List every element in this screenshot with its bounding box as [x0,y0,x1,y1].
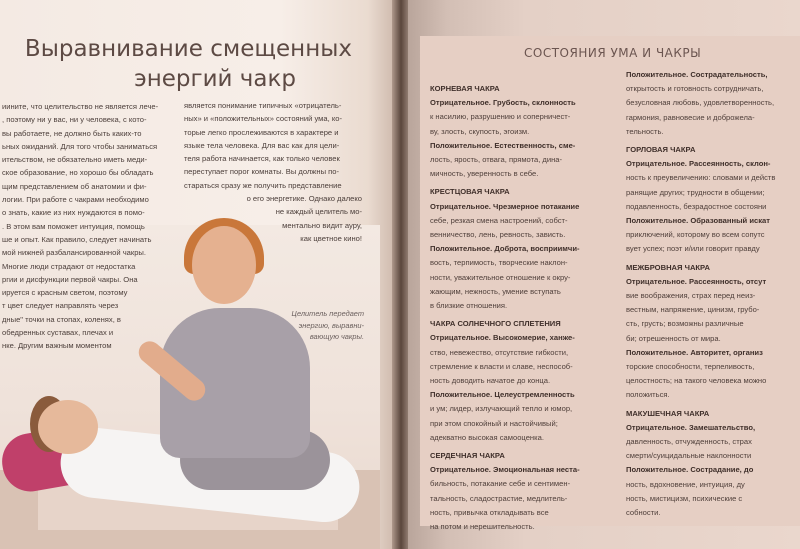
text-line: мичность, уверенность в себе. [430,169,539,179]
text-line: является понимание типичных «отрицатель- [184,101,342,110]
text-line: жающим, нежность, умение вступать [430,286,561,296]
text-line: подавленность, безрадостное состояни [626,201,767,211]
text-line: о знать, какие из них нуждаются в помо- [2,208,145,218]
caption-line: Целитель передает [291,309,364,318]
text-line: целостность; на такого человека можно [626,376,767,386]
text-line: и ум; лидер, излучающий тепло и юмор, [430,404,573,414]
title-line-2: энергий чакр [134,66,296,92]
text-line: ность к преувеличению: словами и действ [626,173,776,183]
text-line: не каждый целитель мо- [275,207,362,217]
caption-line: энергию, выравни- [298,320,364,330]
text-line: нке. Другим важным моментом [2,341,112,351]
text-line: ность, мистицизм, психические с [626,493,743,503]
text-line: переступает порог комнаты. Вы должны по- [184,167,340,177]
text-line: Отрицательное. Грубость, склонность [430,98,576,108]
text-line: Положительное. Авторитет, организ [626,347,763,357]
text-line: ранящие других; трудности в общении; [626,187,765,197]
text-line: ское образование, но хорошо бы обладать [2,168,154,178]
text-line: Многие люди страдают от недостатка [2,261,136,271]
text-line: бильность, потакание себе и сентимен- [430,479,571,489]
text-line: ность доводить начатое до конца. [430,376,551,386]
text-line: торые легко прослеживаются в характере и [184,127,339,137]
text-line: торские способности, терпеливость, [626,362,755,372]
title-line-1: Выравнивание смещенных [24,36,352,62]
text-line: ных» и «положительных» состояний ума, ко- [184,114,342,124]
text-line: тельность. [626,126,664,136]
panel-title: СОСТОЯНИЯ УМА И ЧАКРЫ [524,46,702,60]
text-line: Отрицательное. Рассеянность, отсут [626,276,767,286]
right-page [408,0,800,549]
left-text-column-b [184,99,362,245]
text-line: приключений, которому во всем сопутс [626,230,765,240]
text-line: себе, резкая смена настроений, собст- [430,215,568,225]
text-line: ргии и дисфункции первой чакры. Она [2,274,138,284]
text-line: т цвет следует направлять через [2,301,119,311]
text-line: ируется с красным светом, поэтому [2,288,128,298]
text-line: ше и опыт. Как правило, следует начинать [2,234,152,244]
text-line: ву, злость, скупость, эгоизм. [430,126,530,136]
text-line: Отрицательное. Рассеянность, склон- [626,159,771,169]
right-text-column-a [430,78,626,534]
chakra-heading: МЕЖБРОВНАЯ ЧАКРА [626,262,710,272]
text-line: Положительное. Образованный искат [626,216,770,226]
text-line: вестным, напряжение, цинизм, грубо- [626,305,760,315]
text-line: сть, грусть; возможны различные [626,319,744,329]
text-line: дные" точки на стопах, коленях, в [2,314,121,324]
text-line: вует успех; поэт и/или говорит правду [626,244,760,254]
text-line: лость, ярость, отвага, прямота, дина- [430,155,563,165]
chakra-heading: СЕРДЕЧНАЯ ЧАКРА [430,451,505,461]
chakra-heading: МАКУШЕЧНАЯ ЧАКРА [626,408,710,418]
text-line: ство, невежество, отсутствие гибкости, [430,347,569,357]
text-line: . В этом вам поможет интуиция, помощь [2,221,145,231]
caption-line: вающую чакры. [309,332,364,341]
text-line: Отрицательное. Чрезмерное потакание [430,201,580,211]
text-line: ность, привычка откладывать все [430,507,549,517]
text-line: безусловная любовь, удовлетворенность, [626,98,775,108]
text-line: о его энергетике. Однако далеко [246,194,362,204]
text-line: в близкие отношения. [430,301,508,311]
text-line: на потом и нерешительность. [430,522,535,532]
text-line: ьных ожиданий. Для того чтобы заниматься [2,141,158,151]
text-line: Положительное. Сострадание, до [626,465,754,475]
left-text-column-a [2,100,174,353]
chakra-heading: КРЕСТЦОВАЯ ЧАКРА [430,187,510,197]
chakra-heading: КОРНЕВАЯ ЧАКРА [430,84,500,93]
text-line: теля работа начинается, как только человек [184,154,340,164]
chakra-heading: ГОРЛОВАЯ ЧАКРА [626,145,696,155]
text-line: ительством, не обязательно иметь меди- [2,155,148,165]
text-line: би; отрешенность от мира. [626,333,721,343]
text-line: к насилию, разрушению и соперничест- [430,112,571,122]
text-line: мой нижней разбалансированной чакры. [2,248,146,258]
text-line: смерти/суицидальные наклонности [626,451,752,461]
text-line: Положительное. Сострадательность, [626,70,768,79]
text-line: обедренных суставах, плечах и [2,328,114,338]
text-line: ности, уважительное отношение к окру- [430,272,571,282]
text-line: собности. [626,508,661,518]
text-line: Отрицательное. Высокомерие, ханже- [430,333,575,343]
text-line: стремление к власти и славе, неспособ- [430,361,573,371]
text-line: вость, терпимость, творческие наклон- [430,258,568,268]
text-line: открытость и готовность сотрудничать, [626,84,764,94]
text-line: вы работаете, не должно быть каких-то [2,128,142,138]
text-line: Положительное. Естественность, сме- [430,140,576,150]
text-line: положиться. [626,390,670,400]
text-line: Положительное. Целеустремленность [430,390,575,400]
text-line: давленность, отчужденность, страх [626,437,752,447]
text-line: Отрицательное. Эмоциональная неста- [430,465,580,475]
chakra-heading: ЧАКРА СОЛНЕЧНОГО СПЛЕТЕНИЯ [430,319,561,329]
page-title [22,34,352,94]
text-line: логии. При работе с чакрами необходимо [2,195,149,205]
text-line: стараться сразу же получить представление [184,180,342,190]
text-line: адекватно высокая самооценка. [430,432,544,442]
text-line: тальность, сладострастие, медлитель- [430,493,568,503]
right-text-column-b [626,68,800,520]
text-line: языке тела человека. Для вас как для цели- [184,140,340,150]
text-line: ментально видит ауру, [282,220,362,230]
text-line: венничество, лень, ревность, зависть. [430,230,566,240]
text-line: как цветное кино! [300,233,362,243]
photo-lying-head [38,400,98,454]
text-line: , поэтому ни у вас, ни у человека, с кото- [2,115,147,125]
text-line: Отрицательное. Замешательство, [626,422,756,432]
text-line: гармония, равновесие и доброжела- [626,112,755,122]
text-line: Положительное. Доброта, восприимчи- [430,244,580,254]
text-line: вие воображения, страх перед неиз- [626,291,756,301]
text-line: при этом спокойный и настойчивый; [430,418,558,428]
text-line: щим представлением об анатомии и фи- [2,181,147,191]
photo-caption [272,308,364,343]
text-line: ность, вдохновение, интуиция, ду [626,479,745,489]
text-line: иините, что целительство не является лече- [2,102,159,111]
